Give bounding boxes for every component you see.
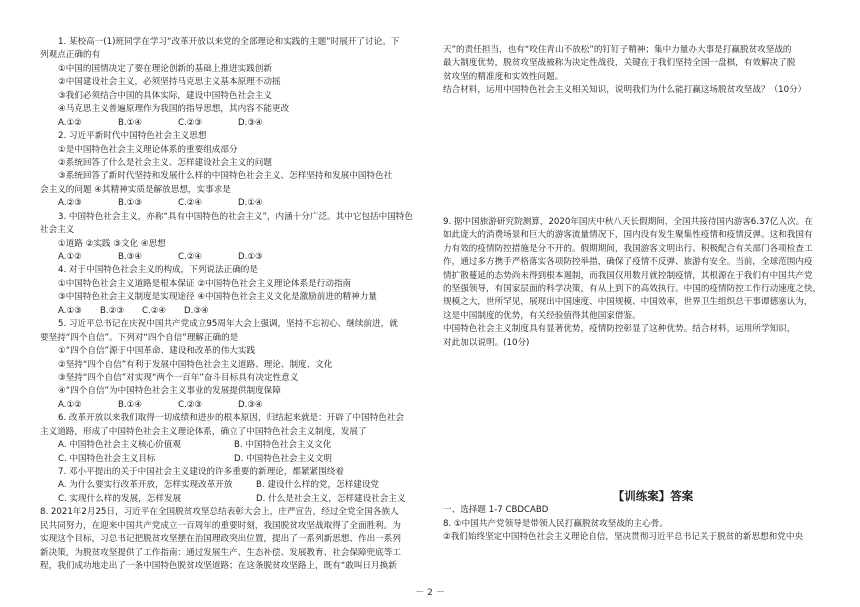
q1-stem: 列观点正确的有 [40, 50, 101, 61]
q3-stem: 3. 中国特色社会主义，亦称“具有中国特色的社会主义”，内涵十分广泛。其中它包括中国特色 [58, 211, 413, 222]
q3-item: ①道路 ②实践 ③文化 ④思想 [58, 238, 166, 249]
q2-stem: 2. 习近平新时代中国特色社会主义思想 [58, 131, 207, 142]
answer-section-title: 【训练案】答案 [612, 489, 694, 504]
q2-item: ③系统回答了新时代坚持和发展什么样的中国特色社会主义、怎样坚持和发展中国特色社 [58, 171, 393, 182]
q6-stem: 6. 改革开放以来我们取得一切成绩和进步的根本原因，归结起来就是：开辟了中国特色社会 [58, 413, 405, 424]
q5-item: ②坚持“四个自信”有利于发展中国特色社会主义道路、理论、制度、文化 [58, 359, 333, 370]
q3-option-b: B.③④ [118, 252, 143, 262]
q1-options [40, 117, 418, 130]
q6-options-row [40, 453, 418, 466]
q8-continued-line: 贫攻坚的精准度和实效性问题。 [443, 71, 564, 82]
q4-option-a: A.①③ [58, 305, 82, 316]
q5-option-b: B.①④ [118, 399, 143, 410]
q7-stem: 7. 邓小平提出的关于中国社会主义建设的许多重要的新理论，都紧紧围绕着 [58, 467, 344, 477]
q6-option-b: B. 中国特色社会主义文化 [234, 440, 332, 451]
q5-option-c: C.②③ [178, 399, 203, 410]
q8-paragraph-line: 实现这个目标，习总书记把脱贫攻坚摆在治国理政突出位置，提出了一系列新思想、作出一系列 [40, 534, 401, 545]
q5-item: ④“四个自信”为中国特色社会主义事业的发展提供制度保障 [58, 386, 281, 397]
q6-option-c: C. 中国特色社会主义目标 [58, 453, 156, 464]
q2-option-a: A.②③ [58, 198, 82, 209]
answer-line: 一、选择题 1-7 CBDCABD [443, 505, 549, 516]
q4-item: ①中国特色社会主义道路是根本保证 ②中国特色社会主义理论体系是行动指南 [58, 278, 352, 289]
q5-stem: 5. 习近平总书记在庆祝中国共产党成立95周年大会上强调，坚持不忘初心、继续前进，就 [58, 319, 398, 330]
q4-option-c: C.②④ [142, 305, 167, 316]
q1-item: ②中国建设社会主义，必须坚持马克思主义基本原理不动摇 [58, 77, 281, 88]
q7-option-c: C. 实现什么样的发展，怎样发展 [58, 493, 182, 504]
q9-paragraph-line: 情扩散蔓延的态势尚未得到根本遏制，而我国仅用数月就控制疫情，其根源在于我们有中国共产党 [443, 270, 813, 281]
q2-option-b: B.①③ [118, 198, 143, 209]
q3-option-c: C.②④ [178, 252, 203, 262]
right-column [443, 44, 823, 544]
q4-options [40, 305, 418, 318]
q8-question-line: 结合材料，运用中国特色社会主义相关知识，说明我们为什么能打赢这场脱贫攻坚战？（10分） [443, 85, 807, 96]
answer-space [443, 98, 823, 216]
q9-paragraph-line: 的坚强领导，有国家层面的科学决策，有从上到下的高效执行。中国的疫情防控工作行动速度之快， [443, 283, 822, 294]
q1-option-c: C.②③ [178, 117, 203, 128]
answer-line: ②我们始终坚定中国特色社会主义理论自信，坚决贯彻习近平总书记关于脱贫的新思想和党中央 [443, 532, 804, 542]
q9-paragraph-line: 规模之大，世所罕见，展现出中国速度、中国规模、中国效率，世界卫生组织总干事谭德塞认为， [443, 297, 813, 308]
q5-option-a: A.①② [58, 399, 82, 410]
q6-option-d: D. 中国特色社会主义文明 [234, 453, 333, 464]
q2-item: ②系统回答了什么是社会主义、怎样建设社会主义的问题 [58, 157, 272, 168]
q5-option-d: D.③④ [238, 399, 263, 410]
q7-option-b: B. 建设什么样的党，怎样建设党 [256, 480, 380, 491]
q8-paragraph-line: 民共同努力，在迎来中国共产党成立一百周年的重要时刻，我国脱贫攻坚战取得了全面胜利。为 [40, 520, 401, 531]
q2-item: 会主义的问题 ④其精神实质是解放思想，实事求是 [40, 184, 231, 195]
q4-option-d: D.③④ [184, 305, 209, 316]
q7-option-d: D. 什么是社会主义，怎样建设社会主义 [256, 493, 406, 504]
q4-stem: 4. 对于中国特色社会主义的构成，下列说法正确的是 [58, 265, 258, 276]
q9-paragraph-line: 作，通过多方携手严格落实各项防控举措，确保了疫情不反弹、旅游有安全。当前，全球范围内疫 [443, 257, 813, 268]
q1-stem: 1. 某校高一(1)班同学在学习“改革开放以来党的全部理论和实践的主题”时展开了讨论。下 [58, 37, 400, 47]
q5-options [40, 399, 418, 412]
q1-option-b: B.①④ [118, 117, 143, 128]
q8-paragraph-line: 新决策，为脱贫攻坚提供了工作指南：通过发展生产、生态补偿、发展教育、社会保障兜底等工 [40, 547, 401, 558]
q1-option-a: A.①② [58, 117, 82, 128]
q1-item: ①中国的国情决定了要在理论创新的基础上推进实践创新 [58, 63, 272, 74]
q9-paragraph-line: 对此加以说明。(10分) [443, 337, 530, 348]
left-column [40, 36, 418, 574]
q7-options-row [40, 479, 418, 492]
q6-option-a: A. 中国特色社会主义核心价值观 [58, 440, 181, 451]
q2-item: ①是中国特色社会主义理论体系的重要组成部分 [58, 144, 238, 155]
q9-paragraph-line: 如此庞大的消费场景和巨大的游客流量情况下，国内没有发生聚集性疫情和疫情反弹。这和我国有 [443, 230, 813, 241]
q2-option-d: D.①④ [238, 198, 263, 209]
q1-item: ③我们必须结合中国的具体实际，建设中国特色社会主义 [58, 90, 272, 101]
q3-option-a: A.①② [58, 252, 82, 262]
answer-line: 8. ①中国共产党领导是带领人民打赢脱贫攻坚战的主心骨。 [443, 518, 668, 529]
q6-options-row [40, 439, 418, 452]
q1-item: ④马克思主义普遍原理作为我国的指导思想，其内容不能更改 [58, 104, 290, 115]
q8-continued-line: 天”的责任担当，也有“咬住青山不放松”的钉钉子精神；集中力量办大事是打赢脱贫攻坚战的 [443, 45, 792, 55]
q3-option-d: D.①③ [238, 252, 263, 262]
q6-stem: 主义道路，形成了中国特色社会主义理论体系，确立了中国特色社会主义制度，发展了 [40, 426, 367, 437]
q5-stem: 要坚持“四个自信”。下列对“四个自信”理解正确的是 [40, 332, 239, 343]
q8-paragraph-line: 程，我们成功地走出了一条中国特色脱贫攻坚道路；在这条脱贫攻坚路上，既有“敢叫日月换新 [40, 561, 397, 572]
q3-options [40, 251, 418, 264]
q8-continued-line: 最大制度优势，脱贫攻坚战被称为决定性战役，关键在于我们坚持全国一盘棋，有效解决了脱 [443, 58, 796, 69]
q4-item: ③中国特色社会主义制度是实现途径 ④中国特色社会主义文化是激励前进的精神力量 [58, 292, 377, 303]
q9-paragraph-line: 9. 据中国旅游研究院测算，2020年国庆中秋八天长假期间，全国共接待国内游客6.37亿人次。在 [443, 216, 813, 227]
q5-item: ①“四个自信”源于中国革命、建设和改革的伟大实践 [58, 346, 256, 357]
q5-item: ③坚持“四个自信”对实现“两个一百年”奋斗目标具有决定性意义 [58, 372, 299, 383]
q7-options-row [40, 493, 418, 506]
q1-option-d: D.③④ [238, 117, 263, 128]
q3-stem: 社会主义 [40, 225, 75, 236]
q2-option-c: C.②④ [178, 198, 203, 209]
answer-space [443, 350, 823, 488]
q7-option-a: A. 为什么要实行改革开放，怎样实现改革开放 [58, 480, 233, 491]
q9-paragraph-line: 这是中国制度的优势，有关经验值得其他国家借鉴。 [443, 310, 641, 321]
q2-options [40, 197, 418, 210]
page-number: － 2 － [415, 588, 445, 598]
q9-paragraph-line: 力有效的疫情防控措施是分不开的。假期期间，我国游客文明出行、积极配合有关部门各项检查工 [443, 243, 813, 254]
q8-paragraph-line: 8. 2021年2月25日，习近平在全国脱贫攻坚总结表彰大会上，庄严宣告，经过全党全国各族人 [40, 507, 399, 518]
q4-option-b: B.②③ [100, 305, 125, 316]
q9-paragraph-line: 中国特色社会主义制度具有显著优势，疫情防控彰显了这种优势。结合材料，运用所学知识， [443, 324, 796, 335]
